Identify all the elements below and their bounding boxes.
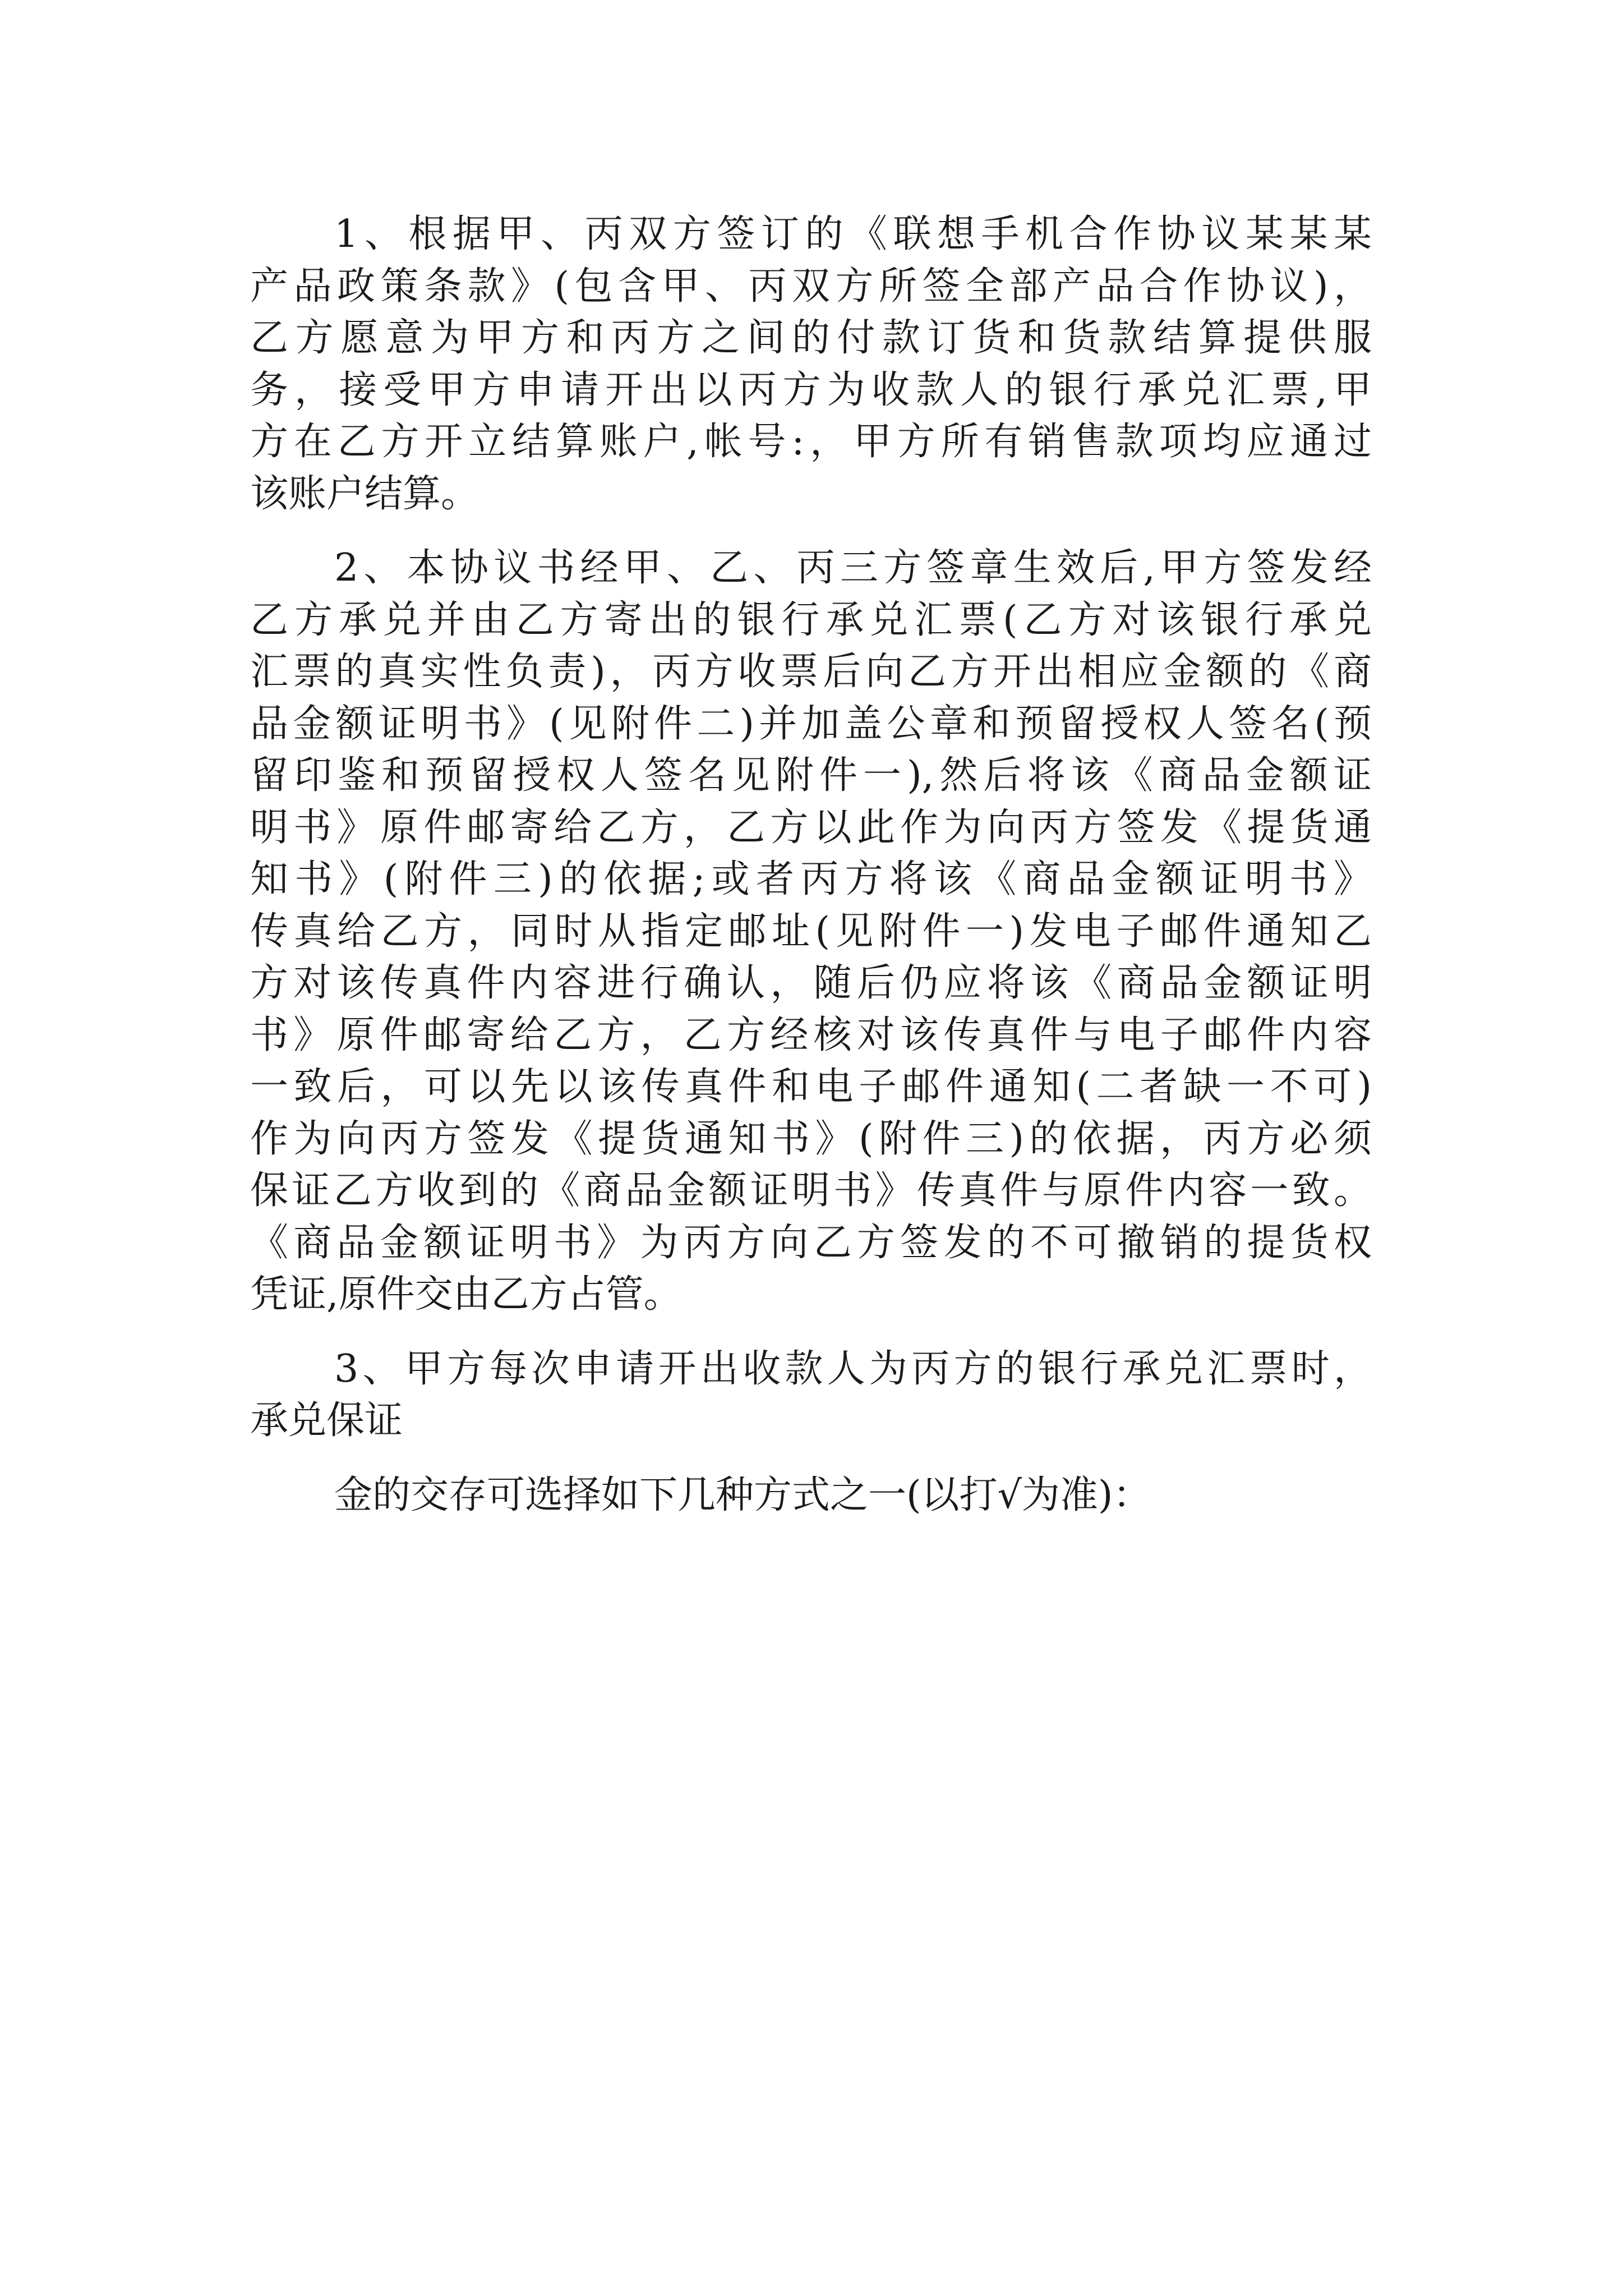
- paragraph-line: 传真给乙方，同时从指定邮址(见附件一)发电子邮件通知乙: [250, 909, 1372, 954]
- paragraph-line: 承兑保证: [250, 1398, 403, 1443]
- paragraph-2: [250, 542, 1372, 1321]
- paragraph-line: 《商品金额证明书》为丙方向乙方签发的不可撤销的提货权: [250, 1220, 1372, 1265]
- paragraph-line: 金的交存可选择如下几种方式之一(以打√为准)：: [334, 1473, 1151, 1517]
- paragraph-line: 该账户结算。: [250, 471, 479, 516]
- paragraph-line: 书》原件邮寄给乙方，乙方经核对该传真件与电子邮件内容: [250, 1013, 1372, 1057]
- paragraph-line: 产品政策条款》(包含甲、丙双方所签全部产品合作协议)，: [250, 264, 1372, 309]
- paragraph-line: 留印鉴和预留授权人签名见附件一),然后将该《商品金额证: [250, 753, 1372, 798]
- paragraph-line: 3、甲方每次申请开出收款人为丙方的银行承兑汇票时，: [334, 1346, 1372, 1391]
- paragraph-gap: [250, 1447, 1372, 1470]
- paragraph-gap: [250, 1321, 1372, 1343]
- paragraph-line: 凭证,原件交由乙方占管。: [250, 1272, 682, 1317]
- paragraph-line: 务，接受甲方申请开出以丙方为收款人的银行承兑汇票,甲: [250, 367, 1372, 412]
- paragraph-line: 2、本协议书经甲、乙、丙三方签章生效后,甲方签发经: [334, 546, 1372, 590]
- paragraph-gap: [250, 520, 1372, 542]
- paragraph-1: [250, 209, 1372, 520]
- paragraph-3: [250, 1343, 1372, 1447]
- paragraph-line: 保证乙方收到的《商品金额证明书》传真件与原件内容一致。: [250, 1168, 1372, 1213]
- document-body: [250, 209, 1372, 1521]
- paragraph-line: 明书》原件邮寄给乙方，乙方以此作为向丙方签发《提货通: [250, 805, 1372, 850]
- paragraph-line: 方对该传真件内容进行确认，随后仍应将该《商品金额证明: [250, 961, 1372, 1005]
- paragraph-line: 乙方愿意为甲方和丙方之间的付款订货和货款结算提供服: [250, 316, 1372, 360]
- paragraph-line: 一致后，可以先以该传真件和电子邮件通知(二者缺一不可): [250, 1065, 1372, 1109]
- paragraph-line: 知书》(附件三)的依据;或者丙方将该《商品金额证明书》: [250, 857, 1372, 901]
- paragraph-line: 品金额证明书》(见附件二)并加盖公章和预留授权人签名(预: [250, 701, 1372, 746]
- paragraph-line: 方在乙方开立结算账户,帐号:，甲方所有销售款项均应通过: [250, 420, 1372, 464]
- paragraph-line: 1、根据甲、丙双方签订的《联想手机合作协议某某某: [334, 212, 1372, 256]
- paragraph-line: 作为向丙方签发《提货通知书》(附件三)的依据，丙方必须: [250, 1116, 1372, 1161]
- paragraph-line: 乙方承兑并由乙方寄出的银行承兑汇票(乙方对该银行承兑: [250, 597, 1372, 642]
- paragraph-4: [250, 1470, 1372, 1522]
- paragraph-line: 汇票的真实性负责)，丙方收票后向乙方开出相应金额的《商: [250, 650, 1372, 694]
